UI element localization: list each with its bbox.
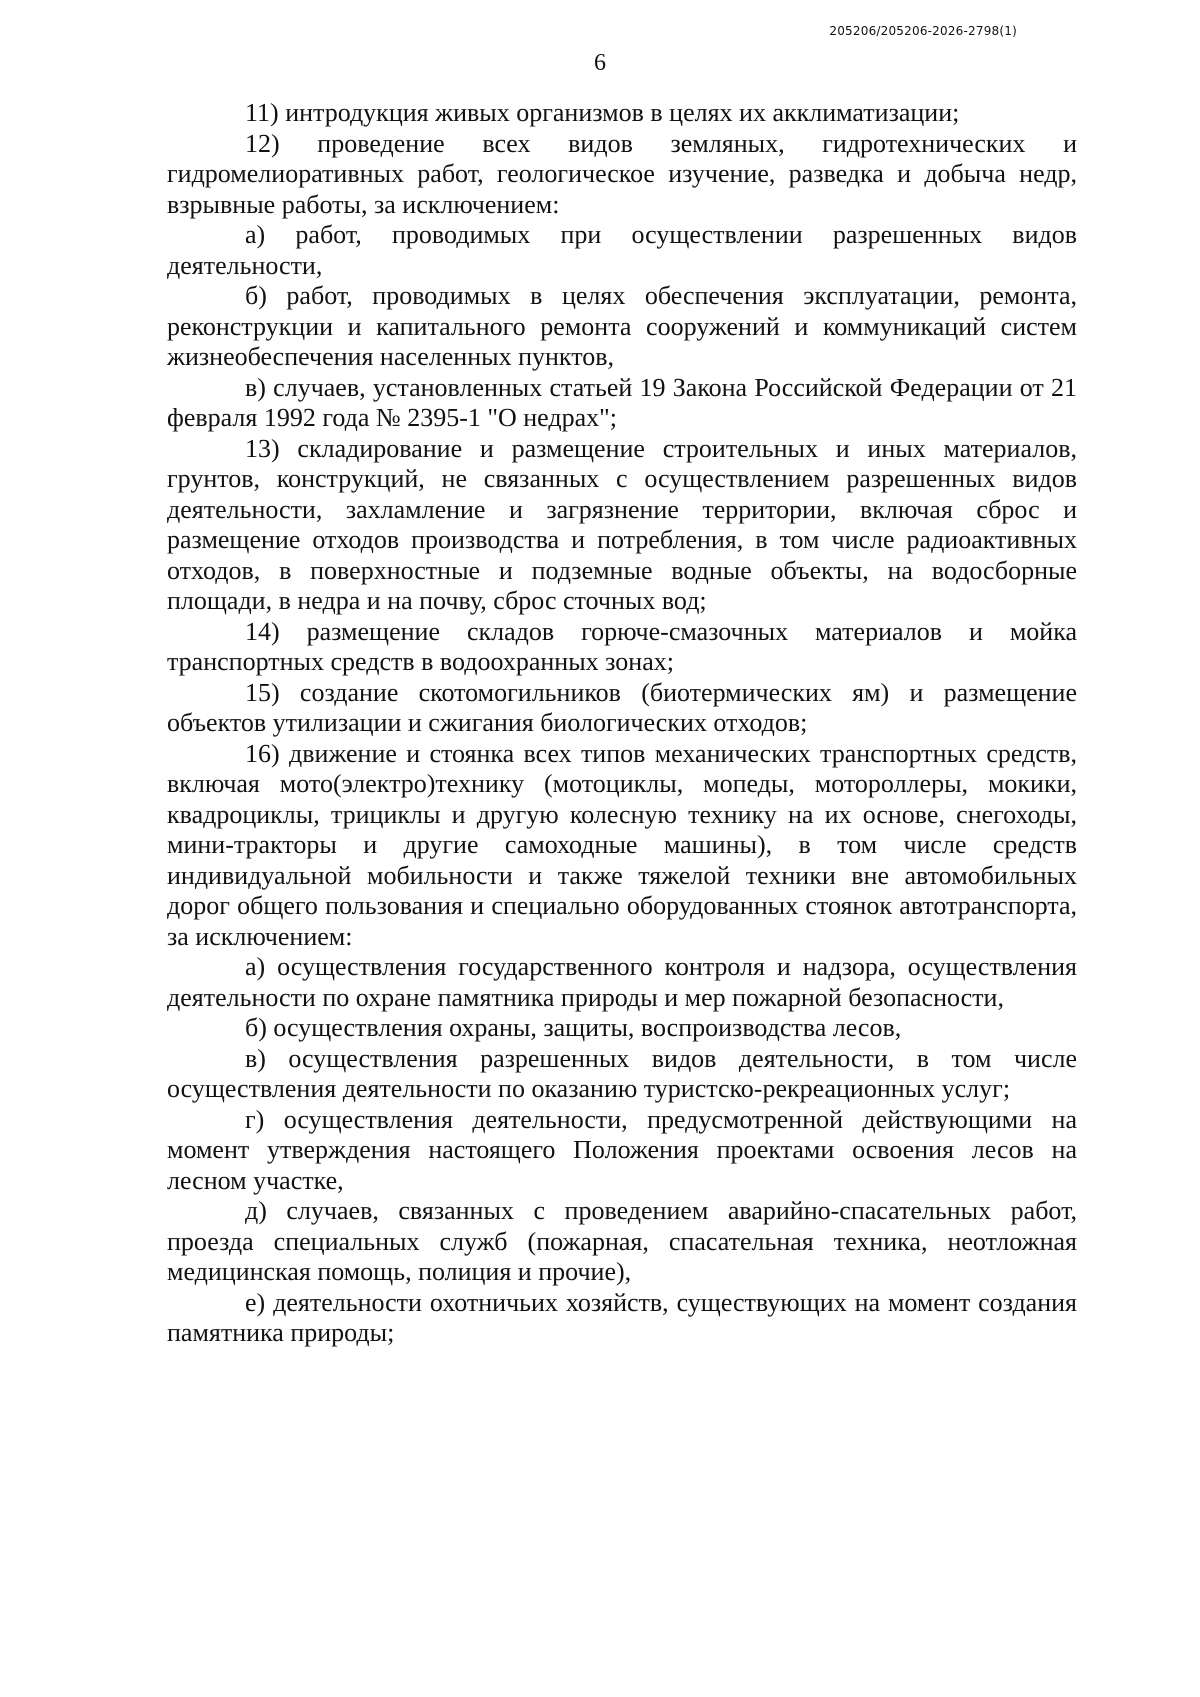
- sub-item-16-a: а) осуществления государственного контроля и надзора, осуществления деятельности по охране памятника природы и мер пожарной безопасности,: [167, 952, 1077, 1012]
- list-item-14: 14) размещение складов горюче-смазочных материалов и мойка транспортных средств в водоохранных зонах;: [167, 616, 1077, 676]
- list-item-11: 11) интродукция живых организмов в целях их акклиматизации;: [245, 98, 960, 127]
- list-item-12: 12) проведение всех видов земляных, гидротехнических и гидромелиоративных работ, геологическое изучение, разведка и добыча недр, взрывные работы, за исключением:: [167, 128, 1077, 219]
- page-number: 6: [594, 50, 606, 76]
- document-body: [167, 98, 1077, 1349]
- sub-item-12-b: б) работ, проводимых в целях обеспечения эксплуатации, ремонта, реконструкции и капитального ремонта сооружений и коммуникаций систем жизнеобеспечения населенных пунктов,: [167, 281, 1077, 371]
- sub-item-16-e: е) деятельности охотничьих хозяйств, существующих на момент создания памятника природы;: [167, 1287, 1077, 1347]
- sub-item-16-d: д) случаев, связанных с проведением аварийно-спасательных работ, проезда специальных служб (пожарная, спасательная техника, неотложная медицинская помощь, полиция и прочие),: [167, 1196, 1077, 1286]
- sub-item-16-b: б) осуществления охраны, защиты, воспроизводства лесов,: [245, 1013, 902, 1042]
- sub-item-16-g: г) осуществления деятельности, предусмотренной действующими на момент утверждения настоящего Положения проектами освоения лесов на лесном участке,: [167, 1104, 1077, 1195]
- sub-item-12-v: в) случаев, установленных статьей 19 Закона Российской Федерации от 21 февраля 1992 года № 2395-1 "О недрах";: [167, 372, 1077, 432]
- list-item-15: 15) создание скотомогильников (биотермических ям) и размещение объектов утилизации и сжигания биологических отходов;: [167, 677, 1077, 737]
- sub-item-12-a: а) работ, проводимых при осуществлении разрешенных видов деятельности,: [167, 220, 1077, 280]
- list-item-13: 13) складирование и размещение строительных и иных материалов, грунтов, конструкций, не связанных с осуществлением разрешенных видов деятельности, захламление и загрязнение территории, включая сброс и размещение отходов производства и потребления, в том числе радиоактивных отходов, в поверхностные и подземные водные объекты, на водосборные площади, в недра и на почву, сброс сточных вод;: [167, 433, 1077, 615]
- document-id: 205206/205206-2026-2798(1): [829, 24, 1017, 38]
- sub-item-16-v: в) осуществления разрешенных видов деятельности, в том числе осуществления деятельности по оказанию туристско-рекреационных услуг;: [167, 1043, 1077, 1103]
- list-item-16: 16) движение и стоянка всех типов механических транспортных средств, включая мото(электро)технику (мотоциклы, мопеды, мотороллеры, мокики, квадроциклы, трициклы и другую колесную технику на их основе, снегоходы, мини-тракторы и другие самоходные машины), в том числе средств индивидуальной мобильности и также тяжелой техники вне автомобильных дорог общего пользования и специально оборудованных стоянок автотранспорта, за исключением:: [167, 738, 1077, 951]
